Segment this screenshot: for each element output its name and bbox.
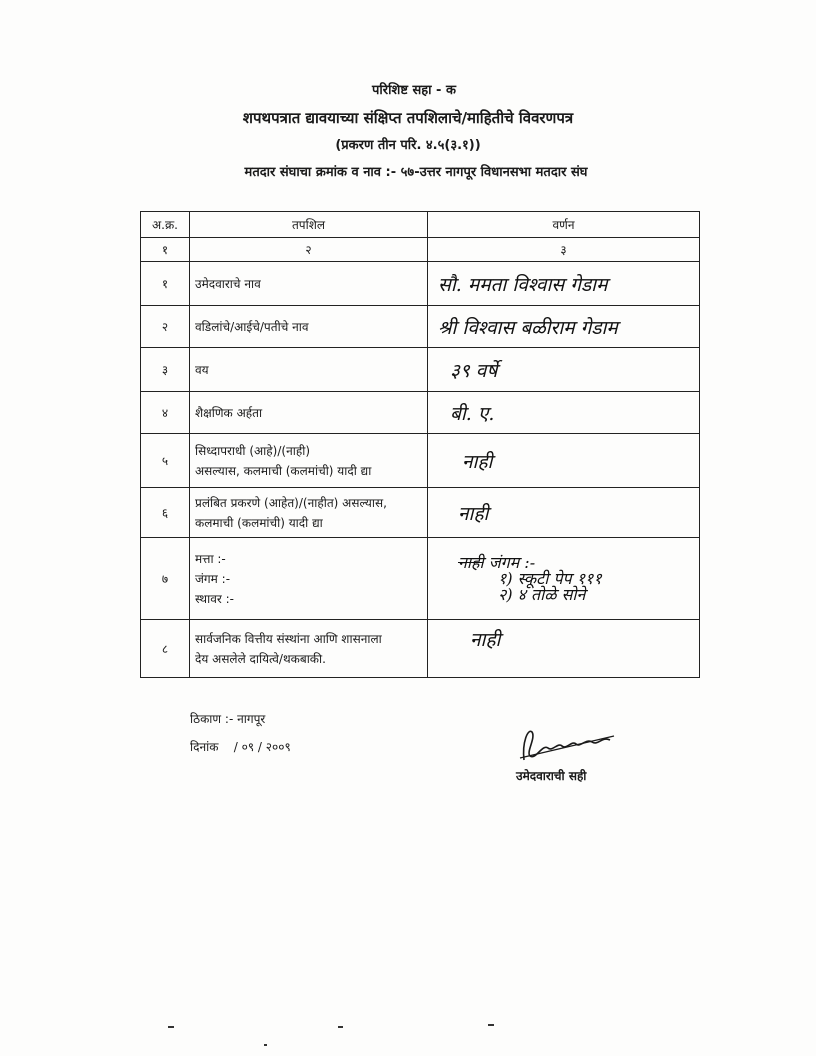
table-row xyxy=(141,348,700,392)
handwritten-value: बी. ए. xyxy=(450,402,495,425)
constituency-line: मतदार संघाचा क्रमांक व नाव :- ५७-उत्तर नागपूर विधानसभा मतदार संघ xyxy=(244,165,588,180)
row-number: ५ xyxy=(141,434,190,488)
document-title: शपथपत्रात द्यावयाच्या संक्षिप्त तपशिलाचे/माहितीचे विवरणपत्र xyxy=(242,109,574,127)
row-number: ७ xyxy=(141,538,190,620)
scan-speck xyxy=(168,1026,174,1028)
table-row xyxy=(141,392,700,434)
row-label xyxy=(190,488,428,538)
column-number: १ xyxy=(141,238,190,262)
handwritten-value: श्री विश्वास बळीराम गेडाम xyxy=(438,316,618,339)
header-details: तपशिल xyxy=(190,212,428,238)
row-number: ४ xyxy=(141,392,190,434)
table-row xyxy=(141,306,700,348)
column-number: ३ xyxy=(428,238,700,262)
assets-line: १) स्कूटी पेप १११ xyxy=(498,568,602,588)
row-label-line: असल्यास, कलमाची (कलमांची) यादी द्या xyxy=(195,463,372,478)
appendix-heading: परिशिष्ट सहा - क xyxy=(372,83,456,98)
table-row xyxy=(141,262,700,306)
column-number-row xyxy=(141,238,700,262)
header-description: वर्णन xyxy=(428,212,700,238)
handwritten-value: नाही xyxy=(470,629,501,651)
handwritten-value: नाही xyxy=(458,502,489,525)
row-number: ३ xyxy=(141,348,190,392)
row-label-line: सिध्दापराधी (आहे)/(नाही) xyxy=(195,443,311,458)
table-header-row xyxy=(141,212,700,238)
candidate-signature xyxy=(514,722,624,767)
handwritten-value: सौ. ममता विश्वास गेडाम xyxy=(438,273,608,296)
table-row xyxy=(141,434,700,488)
row-number: २ xyxy=(141,306,190,348)
row-number: १ xyxy=(141,262,190,306)
row-number: ६ xyxy=(141,488,190,538)
row-label-line: जंगम :- xyxy=(195,571,231,586)
document-subtitle: (प्रकरण तीन परि. ४.५(३.१)) xyxy=(335,138,481,153)
assets-line: जंगम :- xyxy=(488,552,536,572)
date-line: दिनांक / ०९ / २००९ xyxy=(190,740,291,754)
row-label xyxy=(190,434,428,488)
handwritten-value: नाही xyxy=(462,450,493,473)
assets-line: २) ४ तोळे सोने xyxy=(498,584,586,604)
scan-speck xyxy=(264,1044,267,1046)
scan-speck xyxy=(488,1024,494,1026)
scan-speck xyxy=(338,1026,343,1028)
column-number: २ xyxy=(190,238,428,262)
row-label-line: मत्ता :- xyxy=(195,551,226,566)
table-row xyxy=(141,538,700,620)
row-label: उमेदवाराचे नाव xyxy=(190,262,428,306)
row-label: शैक्षणिक अर्हता xyxy=(190,392,428,434)
signature-label: उमेदवाराची सही xyxy=(516,769,587,783)
affidavit-summary-table xyxy=(140,211,700,678)
table-row xyxy=(141,620,700,678)
handwritten-assets xyxy=(458,552,602,604)
row-label-line: सार्वजनिक वित्तीय संस्थांना आणि शासनाला xyxy=(195,631,382,646)
row-label-line: प्रलंबित प्रकरणे (आहेत)/(नाहीत) असल्यास, xyxy=(195,495,387,510)
row-number: ८ xyxy=(141,620,190,678)
row-label: वय xyxy=(190,348,428,392)
table-row xyxy=(141,488,700,538)
row-label-line: कलमाची (कलमांची) यादी द्या xyxy=(195,515,323,530)
row-label-line: देय असलेले दायित्वे/थकबाकी. xyxy=(195,651,326,666)
row-label-line: स्थावर :- xyxy=(195,591,234,606)
struck-value: नाही xyxy=(458,552,484,572)
place-line: ठिकाण :- नागपूर xyxy=(190,712,266,726)
row-label xyxy=(190,620,428,678)
row-label: वडिलांचे/आईचे/पतीचे नाव xyxy=(190,306,428,348)
handwritten-value: ३९ वर्षे xyxy=(450,359,498,382)
header-serial-no: अ.क्र. xyxy=(141,212,190,238)
row-label xyxy=(190,538,428,620)
